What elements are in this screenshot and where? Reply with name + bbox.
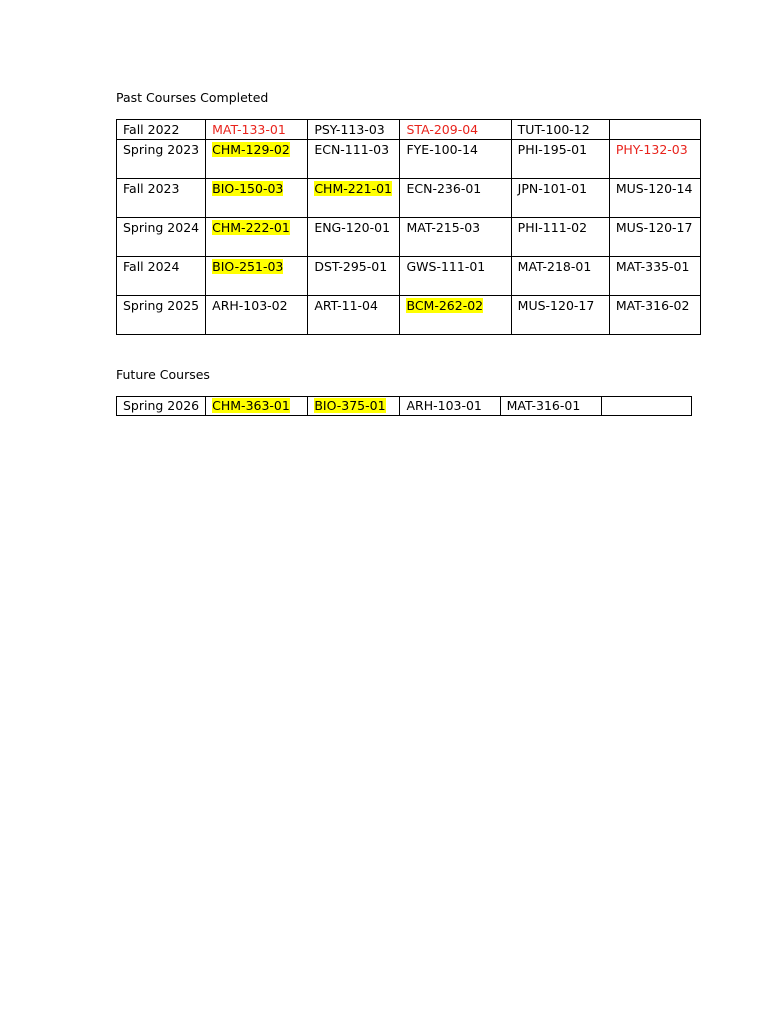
course-code: CHM-221-01 [314, 181, 393, 196]
term-label: Fall 2024 [123, 259, 180, 274]
term-cell [117, 218, 206, 257]
course-cell [206, 257, 308, 296]
course-cell [609, 140, 700, 179]
past-courses-body [117, 120, 701, 335]
course-code: JPN-101-01 [517, 181, 588, 196]
course-code: MUS-120-17 [517, 298, 595, 313]
term-label: Spring 2025 [123, 298, 200, 313]
future-courses-heading: Future Courses [116, 367, 210, 382]
course-code: BIO-251-03 [212, 259, 284, 274]
course-code: MAT-218-01 [517, 259, 592, 274]
term-cell [117, 140, 206, 179]
term-cell [117, 179, 206, 218]
course-code: CHM-222-01 [212, 220, 290, 235]
table-row [117, 140, 701, 179]
table-row [117, 120, 701, 140]
course-cell [511, 120, 609, 140]
course-code: GWS-111-01 [406, 259, 486, 274]
course-cell [206, 140, 308, 179]
term-label: Fall 2022 [123, 122, 180, 137]
term-cell [117, 257, 206, 296]
future-courses-body [117, 397, 692, 416]
term-label: Spring 2026 [123, 398, 200, 413]
course-code: CHM-363-01 [212, 398, 290, 413]
course-cell [511, 257, 609, 296]
course-cell [308, 140, 400, 179]
course-code: MAT-215-03 [406, 220, 481, 235]
course-code: ARH-103-02 [212, 298, 288, 313]
course-cell [400, 397, 500, 416]
past-courses-heading: Past Courses Completed [116, 90, 269, 105]
course-cell [400, 140, 511, 179]
course-code: PHY-132-03 [615, 142, 688, 157]
course-code: ECN-236-01 [406, 181, 482, 196]
course-cell [206, 296, 308, 335]
course-cell [400, 179, 511, 218]
course-cell [609, 120, 700, 140]
course-cell [400, 257, 511, 296]
course-cell [308, 218, 400, 257]
course-code: BIO-375-01 [314, 398, 386, 413]
future-courses-table [116, 396, 692, 416]
table-row [117, 397, 692, 416]
course-cell [206, 397, 308, 416]
course-code: MAT-316-01 [506, 398, 581, 413]
term-cell [117, 296, 206, 335]
course-cell [511, 140, 609, 179]
term-label: Spring 2024 [123, 220, 200, 235]
course-code: MAT-133-01 [212, 122, 286, 137]
term-label: Fall 2023 [123, 181, 180, 196]
course-cell [400, 120, 511, 140]
course-cell [601, 397, 691, 416]
course-cell [308, 397, 400, 416]
course-code: FYE-100-14 [406, 142, 478, 157]
term-label: Spring 2023 [123, 142, 200, 157]
course-cell [609, 218, 700, 257]
course-cell [206, 120, 308, 140]
course-cell [308, 120, 400, 140]
course-code: ARH-103-01 [406, 398, 482, 413]
course-code: STA-209-04 [406, 122, 479, 137]
course-code: ENG-120-01 [314, 220, 391, 235]
table-row [117, 296, 701, 335]
course-cell [308, 179, 400, 218]
course-code: MUS-120-14 [615, 181, 693, 196]
course-code: ART-11-04 [314, 298, 378, 313]
term-cell [117, 120, 206, 140]
course-cell [511, 218, 609, 257]
course-cell [400, 296, 511, 335]
course-cell [308, 296, 400, 335]
course-cell [511, 179, 609, 218]
course-cell [609, 257, 700, 296]
course-cell [609, 179, 700, 218]
course-code: MAT-316-02 [615, 298, 690, 313]
course-cell [500, 397, 601, 416]
course-code: PSY-113-03 [314, 122, 385, 137]
table-row [117, 179, 701, 218]
course-code: PHI-111-02 [517, 220, 588, 235]
course-code: DST-295-01 [314, 259, 388, 274]
course-code: CHM-129-02 [212, 142, 290, 157]
course-code: BCM-262-02 [406, 298, 484, 313]
course-cell [400, 218, 511, 257]
course-cell [206, 179, 308, 218]
course-code: MAT-335-01 [615, 259, 690, 274]
course-cell [308, 257, 400, 296]
table-row [117, 218, 701, 257]
past-courses-table [116, 119, 701, 335]
course-cell [511, 296, 609, 335]
course-code: ECN-111-03 [314, 142, 390, 157]
course-cell [609, 296, 700, 335]
course-code: PHI-195-01 [517, 142, 588, 157]
term-cell [117, 397, 206, 416]
course-code: TUT-100-12 [517, 122, 590, 137]
course-cell [206, 218, 308, 257]
table-row [117, 257, 701, 296]
course-code: MUS-120-17 [615, 220, 693, 235]
course-code: BIO-150-03 [212, 181, 284, 196]
